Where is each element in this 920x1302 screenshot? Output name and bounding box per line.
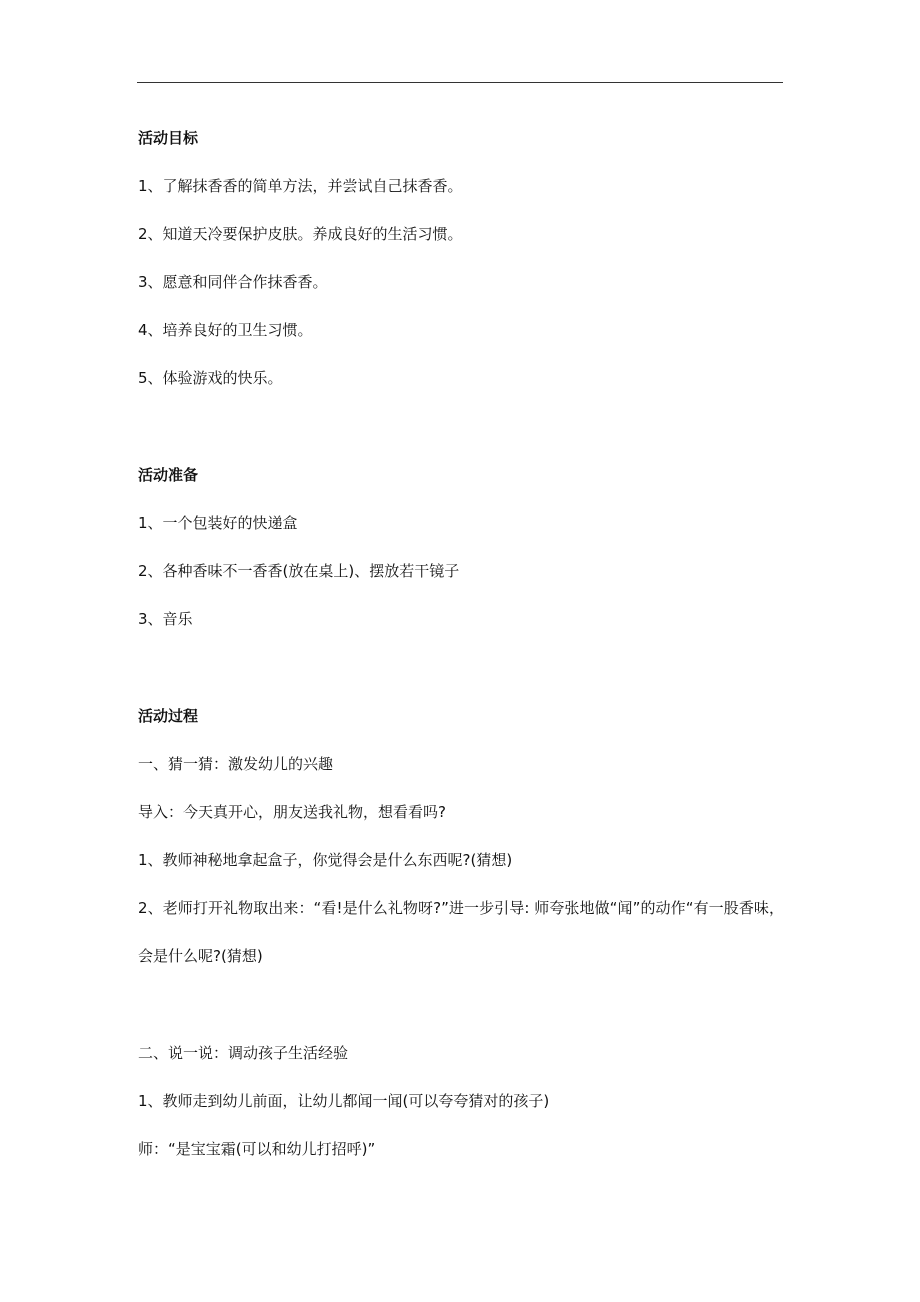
process-heading: 活动过程 [138,707,199,725]
goal-item-3: 3、愿意和同伴合作抹香香。 [138,273,328,291]
process-part2-teacher: 师：“是宝宝霜(可以和幼儿打招呼)” [138,1140,376,1158]
process-part1-step2: 2、老师打开礼物取出来：“看!是什么礼物呀?”进一步引导: 师夸张地做“闻”的动作“有一股香味，会是什么呢?(猜想) [138,899,784,965]
process-part2-title: 二、说一说：调动孩子生活经验 [138,1044,349,1062]
header-rule [137,82,783,83]
preparation-item-3: 3、音乐 [138,610,193,628]
preparation-item-1: 1、一个包装好的快递盒 [138,514,298,532]
process-part1-intro: 导入：今天真开心，朋友送我礼物，想看看吗? [138,803,446,821]
process-part2-step1: 1、教师走到幼儿前面，让幼儿都闻一闻(可以夸夸猜对的孩子) [138,1092,550,1110]
preparation-heading: 活动准备 [138,466,199,484]
process-part1-step1: 1、教师神秘地拿起盒子，你觉得会是什么东西呢?(猜想) [138,851,513,869]
goal-item-4: 4、培养良好的卫生习惯。 [138,321,313,339]
preparation-item-2: 2、各种香味不一香香(放在桌上)、摆放若干镜子 [138,562,460,580]
goal-item-1: 1、了解抹香香的简单方法，并尝试自己抹香香。 [138,177,463,195]
goal-item-2: 2、知道天冷要保护皮肤。养成良好的生活习惯。 [138,225,463,243]
process-part1-title: 一、猜一猜：激发幼儿的兴趣 [138,755,334,773]
goals-heading: 活动目标 [138,129,199,147]
goal-item-5: 5、体验游戏的快乐。 [138,369,283,387]
